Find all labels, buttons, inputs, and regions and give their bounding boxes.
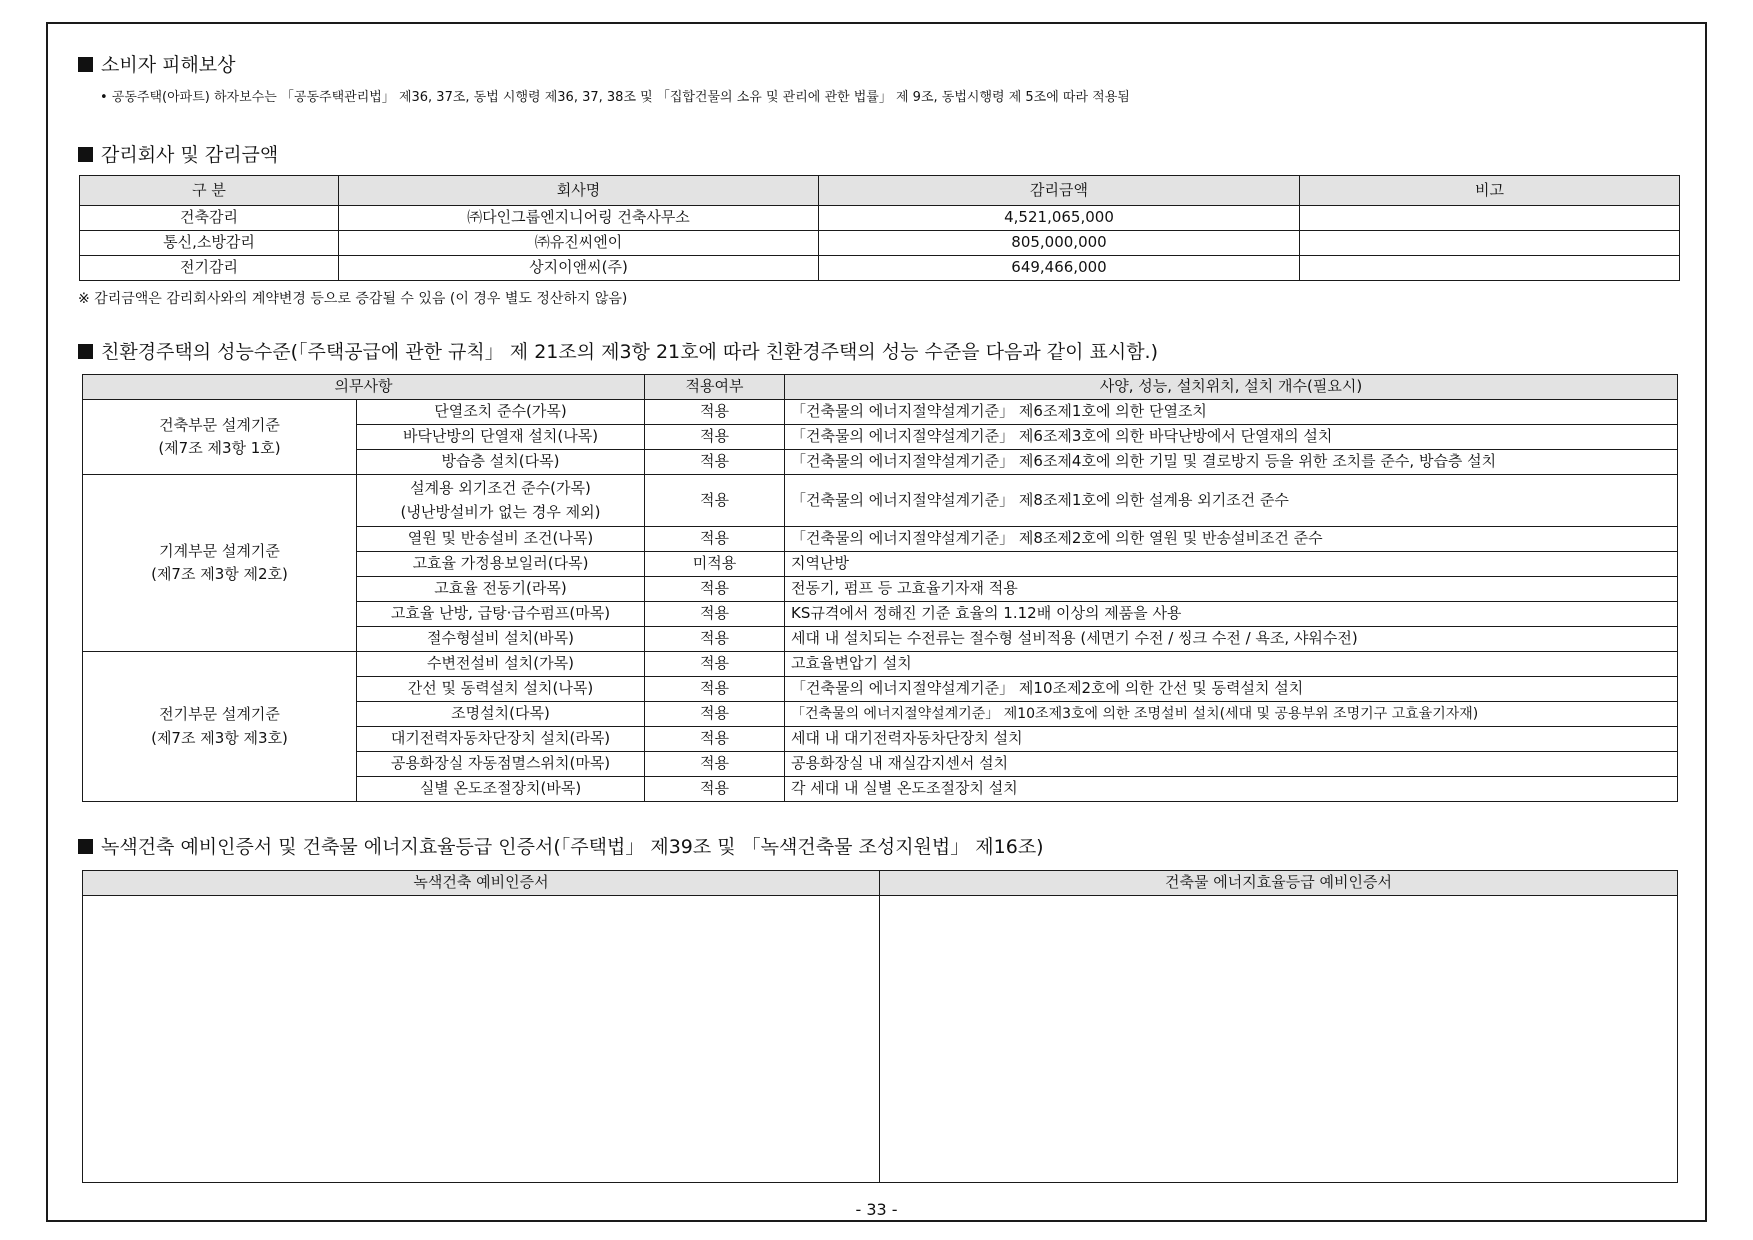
section-title-consumer-compensation: 소비자 피해보상: [78, 50, 236, 77]
cell-spec: 「건축물의 에너지절약설계기준」 제6조제3호에 의한 바닥난방에서 단열재의 설치: [785, 425, 1678, 450]
section-title-green-building: 녹색건축 예비인증서 및 건축물 에너지효율등급 인증서(「주택법」 제39조 및 「녹색건축물 조성지원법」 제16조): [78, 832, 1044, 859]
cell-applied: 적용: [645, 677, 785, 702]
cell-remarks: [1300, 256, 1680, 281]
cell-applied: 적용: [645, 400, 785, 425]
cell-company: ㈜유진씨엔이: [339, 231, 819, 256]
cell-spec: 「건축물의 에너지절약설계기준」 제6조제1호에 의한 단열조치: [785, 400, 1678, 425]
cell-applied: 적용: [645, 777, 785, 802]
cell-applied: 적용: [645, 577, 785, 602]
table-row: [83, 475, 1678, 527]
cell-applied: 적용: [645, 727, 785, 752]
warranty-bullet-text: • 공동주택(아파트) 하자보수는 「공동주택관리법」 제36, 37조, 동법 시행령 제36, 37, 38조 및 「집합건물의 소유 및 관리에 관한 법률」 제 9조, 동법시행령 제 5조에 따라 적용됨: [100, 90, 1130, 105]
cell-applied: 적용: [645, 527, 785, 552]
cell-company: 상지이앤씨(주): [339, 256, 819, 281]
col-header-green-cert: 녹색건축 예비인증서: [83, 871, 880, 896]
square-bullet-icon: [78, 344, 93, 359]
supervision-note: ※ 감리금액은 감리회사와의 계약변경 등으로 증감될 수 있음 (이 경우 별도 정산하지 않음): [78, 291, 628, 307]
cell-item: 대기전력자동차단장치 설치(라목): [357, 727, 645, 752]
cell-remarks: [1300, 206, 1680, 231]
cell-company: ㈜다인그룹엔지니어링 건축사무소: [339, 206, 819, 231]
col-header-energy-cert: 건축물 에너지효율등급 예비인증서: [880, 871, 1678, 896]
cell-applied: 적용: [645, 752, 785, 777]
cell-amount: 4,521,065,000: [819, 206, 1300, 231]
cell-applied: 미적용: [645, 552, 785, 577]
section-title-eco-housing: 친환경주택의 성능수준(「주택공급에 관한 규칙」 제 21조의 제3항 21호에 따라 친환경주택의 성능 수준을 다음과 같이 표시함.): [78, 337, 1158, 364]
cell-remarks: [1300, 231, 1680, 256]
green-cert-area: [83, 896, 880, 1183]
certificate-table: [82, 870, 1678, 1183]
section-title-supervision: 감리회사 및 감리금액: [78, 140, 278, 167]
col-header-spec: 사양, 성능, 설치위치, 설치 개수(필요시): [785, 375, 1678, 400]
cell-category: 전기감리: [80, 256, 339, 281]
cell-applied: 적용: [645, 602, 785, 627]
cell-item: 고효율 난방, 급탕·급수펌프(마목): [357, 602, 645, 627]
cell-spec: 「건축물의 에너지절약설계기준」 제10조제2호에 의한 간선 및 동력설치 설치: [785, 677, 1678, 702]
cell-spec: 세대 내 설치되는 수전류는 절수형 설비적용 (세면기 수전 / 씽크 수전 / 욕조, 샤워수전): [785, 627, 1678, 652]
cell-item: 실별 온도조절장치(바목): [357, 777, 645, 802]
cell-applied: 적용: [645, 652, 785, 677]
page-number: - 33 -: [855, 1200, 898, 1219]
col-header-category: 구 분: [80, 176, 339, 206]
cell-item: 방습층 설치(다목): [357, 450, 645, 475]
square-bullet-icon: [78, 57, 93, 72]
cell-spec: 고효율변압기 설치: [785, 652, 1678, 677]
eco-housing-table: [82, 374, 1678, 802]
cell-item: 공용화장실 자동점멸스위치(마목): [357, 752, 645, 777]
group-mechanical: 기계부문 설계기준 (제7조 제3항 제2호): [83, 475, 357, 652]
cell-item: 단열조치 준수(가목): [357, 400, 645, 425]
cell-item: 간선 및 동력설치 설치(나목): [357, 677, 645, 702]
group-architecture: 건축부문 설계기준 (제7조 제3항 1호): [83, 400, 357, 475]
cell-applied: 적용: [645, 475, 785, 527]
cell-spec: 지역난방: [785, 552, 1678, 577]
supervision-table: [79, 175, 1680, 281]
col-header-company: 회사명: [339, 176, 819, 206]
cell-amount: 649,466,000: [819, 256, 1300, 281]
cell-applied: 적용: [645, 450, 785, 475]
cell-spec: 전동기, 펌프 등 고효율기자재 적용: [785, 577, 1678, 602]
cell-spec: 세대 내 대기전력자동차단장치 설치: [785, 727, 1678, 752]
col-header-obligation: 의무사항: [83, 375, 645, 400]
cell-spec: KS규격에서 정해진 기준 효율의 1.12배 이상의 제품을 사용: [785, 602, 1678, 627]
table-row: [83, 400, 1678, 425]
group-electrical: 전기부문 설계기준 (제7조 제3항 제3호): [83, 652, 357, 802]
cell-applied: 적용: [645, 425, 785, 450]
col-header-amount: 감리금액: [819, 176, 1300, 206]
cell-item: 고효율 가정용보일러(다목): [357, 552, 645, 577]
col-header-applied: 적용여부: [645, 375, 785, 400]
cell-spec: 공용화장실 내 재실감지센서 설치: [785, 752, 1678, 777]
cell-spec: 각 세대 내 실별 온도조절장치 설치: [785, 777, 1678, 802]
table-row: [83, 652, 1678, 677]
cell-item: 절수형설비 설치(바목): [357, 627, 645, 652]
cell-spec: 「건축물의 에너지절약설계기준」 제10조제3호에 의한 조명설비 설치(세대 및 공용부위 조명기구 고효율기자재): [785, 702, 1678, 727]
square-bullet-icon: [78, 839, 93, 854]
cell-applied: 적용: [645, 627, 785, 652]
square-bullet-icon: [78, 147, 93, 162]
cell-item: 열원 및 반송설비 조건(나목): [357, 527, 645, 552]
cell-spec: 「건축물의 에너지절약설계기준」 제6조제4호에 의한 기밀 및 결로방지 등을 위한 조치를 준수, 방습층 설치: [785, 450, 1678, 475]
table-row: [80, 256, 1680, 281]
cell-item: 고효율 전동기(라목): [357, 577, 645, 602]
cell-category: 통신,소방감리: [80, 231, 339, 256]
cell-applied: 적용: [645, 702, 785, 727]
cell-item: 바닥난방의 단열재 설치(나목): [357, 425, 645, 450]
cell-item: 수변전설비 설치(가목): [357, 652, 645, 677]
cell-amount: 805,000,000: [819, 231, 1300, 256]
col-header-remarks: 비고: [1300, 176, 1680, 206]
cell-category: 건축감리: [80, 206, 339, 231]
table-row: [80, 231, 1680, 256]
cell-item: 설계용 외기조건 준수(가목) (냉난방설비가 없는 경우 제외): [357, 475, 645, 527]
cell-spec: 「건축물의 에너지절약설계기준」 제8조제2호에 의한 열원 및 반송설비조건 준수: [785, 527, 1678, 552]
energy-cert-area: [880, 896, 1678, 1183]
table-row: [80, 206, 1680, 231]
cell-item: 조명설치(다목): [357, 702, 645, 727]
cell-spec: 「건축물의 에너지절약설계기준」 제8조제1호에 의한 설계용 외기조건 준수: [785, 475, 1678, 527]
